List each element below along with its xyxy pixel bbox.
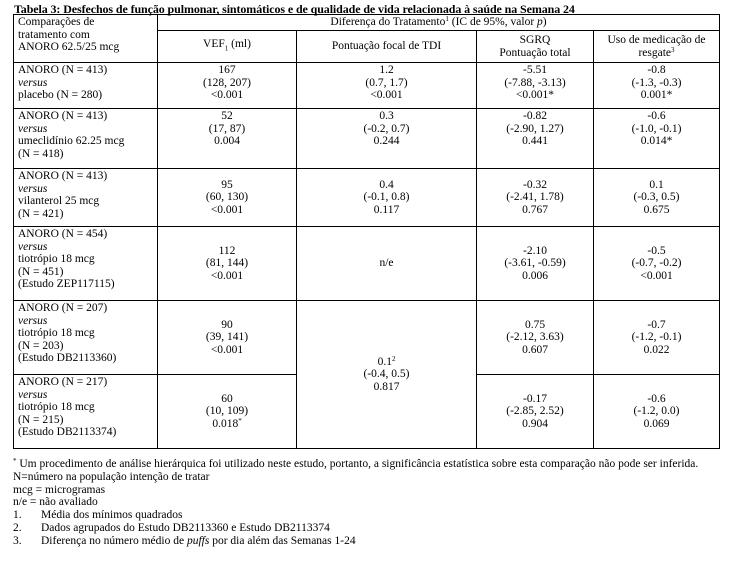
footnote-3: 3. Diferença no número médio de puffs por dia além das Semanas 1-24 (13, 534, 356, 547)
row-label-tiotropio-zep117115: ANORO (N = 454) versus tiotrópio 18 mcg (N = 451) (Estudo ZEP117115) (14, 227, 158, 301)
tdi-cell-not-evaluated: n/e (297, 227, 477, 301)
header-rescue: Uso de medicação de resgate$^3$ (594, 31, 720, 63)
rescue-cell: -0.6 (-1.2, 0.0) 0.069 (594, 375, 720, 449)
sgrq-cell: -2.10 (-3.61, -0.59) 0.006 (477, 227, 594, 301)
tdi-cell: 1.2 (0.7, 1.7) <0.001 (297, 63, 477, 109)
header-comparisons: Comparações de tratamento com ANORO 62.5/25 mcg (14, 15, 158, 63)
header-treatment-difference: Diferença do Tratamento$^1$ (IC de 95%, valor p) (158, 15, 720, 31)
vef-cell: 90 (39, 141) <0.001 (158, 301, 297, 375)
rescue-cell: -0.7 (-1.2, -0.1) 0.022 (594, 301, 720, 375)
table-row (14, 227, 720, 301)
tdi-cell: 0.3 (-0.2, 0.7) 0.244 (297, 109, 477, 169)
results-table (13, 14, 720, 449)
header-sgrq: SGRQ Pontuação total (477, 31, 594, 63)
header-tdi: Pontuação focal de TDI (297, 31, 477, 63)
row-label-vilanterol: ANORO (N = 413) versus vilanterol 25 mcg (N = 421) (14, 169, 158, 227)
table-title: Tabela 3: Desfechos de função pulmonar, sintomáticos e de qualidade de vida relacionada à saúde na Semana 24 (14, 2, 575, 16)
rescue-cell: -0.5 (-0.7, -0.2) <0.001 (594, 227, 720, 301)
table-row (14, 301, 720, 375)
vef-cell: 95 (60, 130) <0.001 (158, 169, 297, 227)
footnote-1: 1. Média dos mínimos quadrados (13, 509, 183, 522)
vef-cell: 112 (81, 144) <0.001 (158, 227, 297, 301)
sgrq-cell: -0.82 (-2.90, 1.27) 0.441 (477, 109, 594, 169)
sgrq-cell: -5.51 (-7.88, -3.13) <0.001* (477, 63, 594, 109)
footnote-2: 2. Dados agrupados do Estudo DB2113360 e Estudo DB2113374 (13, 521, 330, 534)
tdi-cell: 0.4 (-0.1, 0.8) 0.117 (297, 169, 477, 227)
row-label-tiotropio-db2113374: ANORO (N = 217) versus tiotrópio 18 mcg (N = 215) (Estudo DB2113374) (14, 375, 158, 449)
table-row (14, 169, 720, 227)
asterisk-note: * Um procedimento de análise hierárquica foi utilizado neste estudo, portanto, a significância estatística sobre esta comparação não pode ser inferida. (13, 457, 699, 470)
rescue-cell: 0.1 (-0.3, 0.5) 0.675 (594, 169, 720, 227)
header-vef: $VEF_1$ (ml) (158, 31, 297, 63)
rescue-cell: -0.8 (-1.3, -0.3) 0.001* (594, 63, 720, 109)
row-label-placebo: ANORO (N = 413) versus placebo (N = 280) (14, 63, 158, 109)
row-label-umeclidinio: ANORO (N = 413) versus umeclidínio 62.25 mcg (N = 418) (14, 109, 158, 169)
tdi-cell-pooled: $0.1^2$ (-0.4, 0.5) 0.817 (297, 301, 477, 449)
sgrq-cell: -0.17 (-2.85, 2.52) 0.904 (477, 375, 594, 449)
table-row (14, 109, 720, 169)
mcg-definition: mcg = microgramas (13, 483, 106, 496)
rescue-cell: -0.6 (-1.0, -0.1) 0.014* (594, 109, 720, 169)
n-definition: N=número na população intenção de tratar (13, 470, 210, 483)
ne-definition: n/e = não avaliado (13, 496, 98, 509)
table-row (14, 63, 720, 109)
row-label-tiotropio-db2113360: ANORO (N = 207) versus tiotrópio 18 mcg (N = 203) (Estudo DB2113360) (14, 301, 158, 375)
sgrq-cell: -0.32 (-2.41, 1.78) 0.767 (477, 169, 594, 227)
sgrq-cell: 0.75 (-2.12, 3.63) 0.607 (477, 301, 594, 375)
vef-cell: 52 (17, 87) 0.004 (158, 109, 297, 169)
vef-cell: 167 (128, 207) <0.001 (158, 63, 297, 109)
table-notes (13, 458, 719, 548)
vef-cell: 60 (10, 109) 0.018* (158, 375, 297, 449)
